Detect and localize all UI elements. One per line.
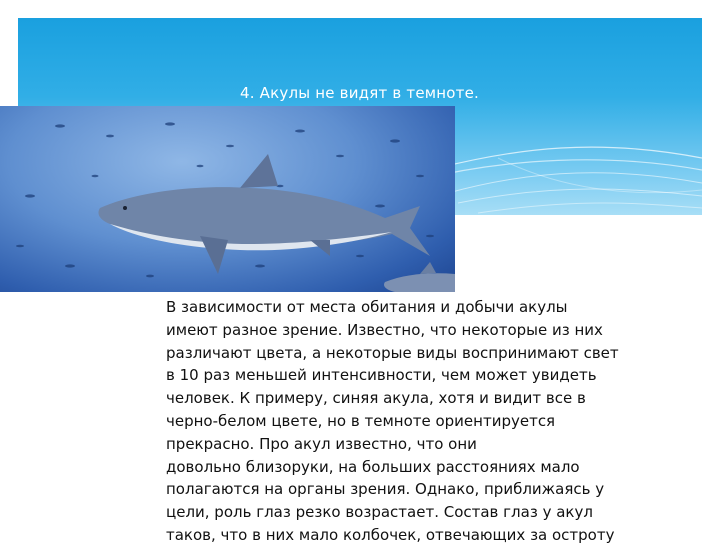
text-line: человек. К примеру, синяя акула, хотя и видит все в	[166, 389, 586, 408]
text-line: имеют разное зрение. Известно, что некоторые из них	[166, 320, 603, 339]
text-line: черно-белом цвете, но в темноте ориентируется	[166, 411, 556, 430]
text-line: прекрасно. Про акул известно, что они	[166, 434, 477, 453]
text-line: довольно близоруки, на больших расстояниях мало	[166, 457, 580, 476]
slide-title: 4. Акулы не видят в темноте.	[240, 84, 479, 102]
text-line: в 10 раз меньшей интенсивности, чем может увидеть	[166, 366, 597, 385]
text-line: полагаются на органы зрения. Однако, приближаясь у	[166, 480, 605, 499]
shark	[98, 154, 430, 274]
text-line: таков, что в них мало колбочек, отвечающих за остроту	[166, 525, 615, 544]
shark-illustration	[0, 106, 455, 292]
shark-photo	[0, 106, 455, 292]
text-line: различают цвета, а некоторые виды воспринимают свет	[166, 343, 619, 362]
text-line: цели, роль глаз резко возрастает. Состав глаз у акул	[166, 503, 593, 522]
body-text	[166, 296, 714, 547]
text-line: В зависимости от места обитания и добычи акулы	[166, 298, 568, 316]
